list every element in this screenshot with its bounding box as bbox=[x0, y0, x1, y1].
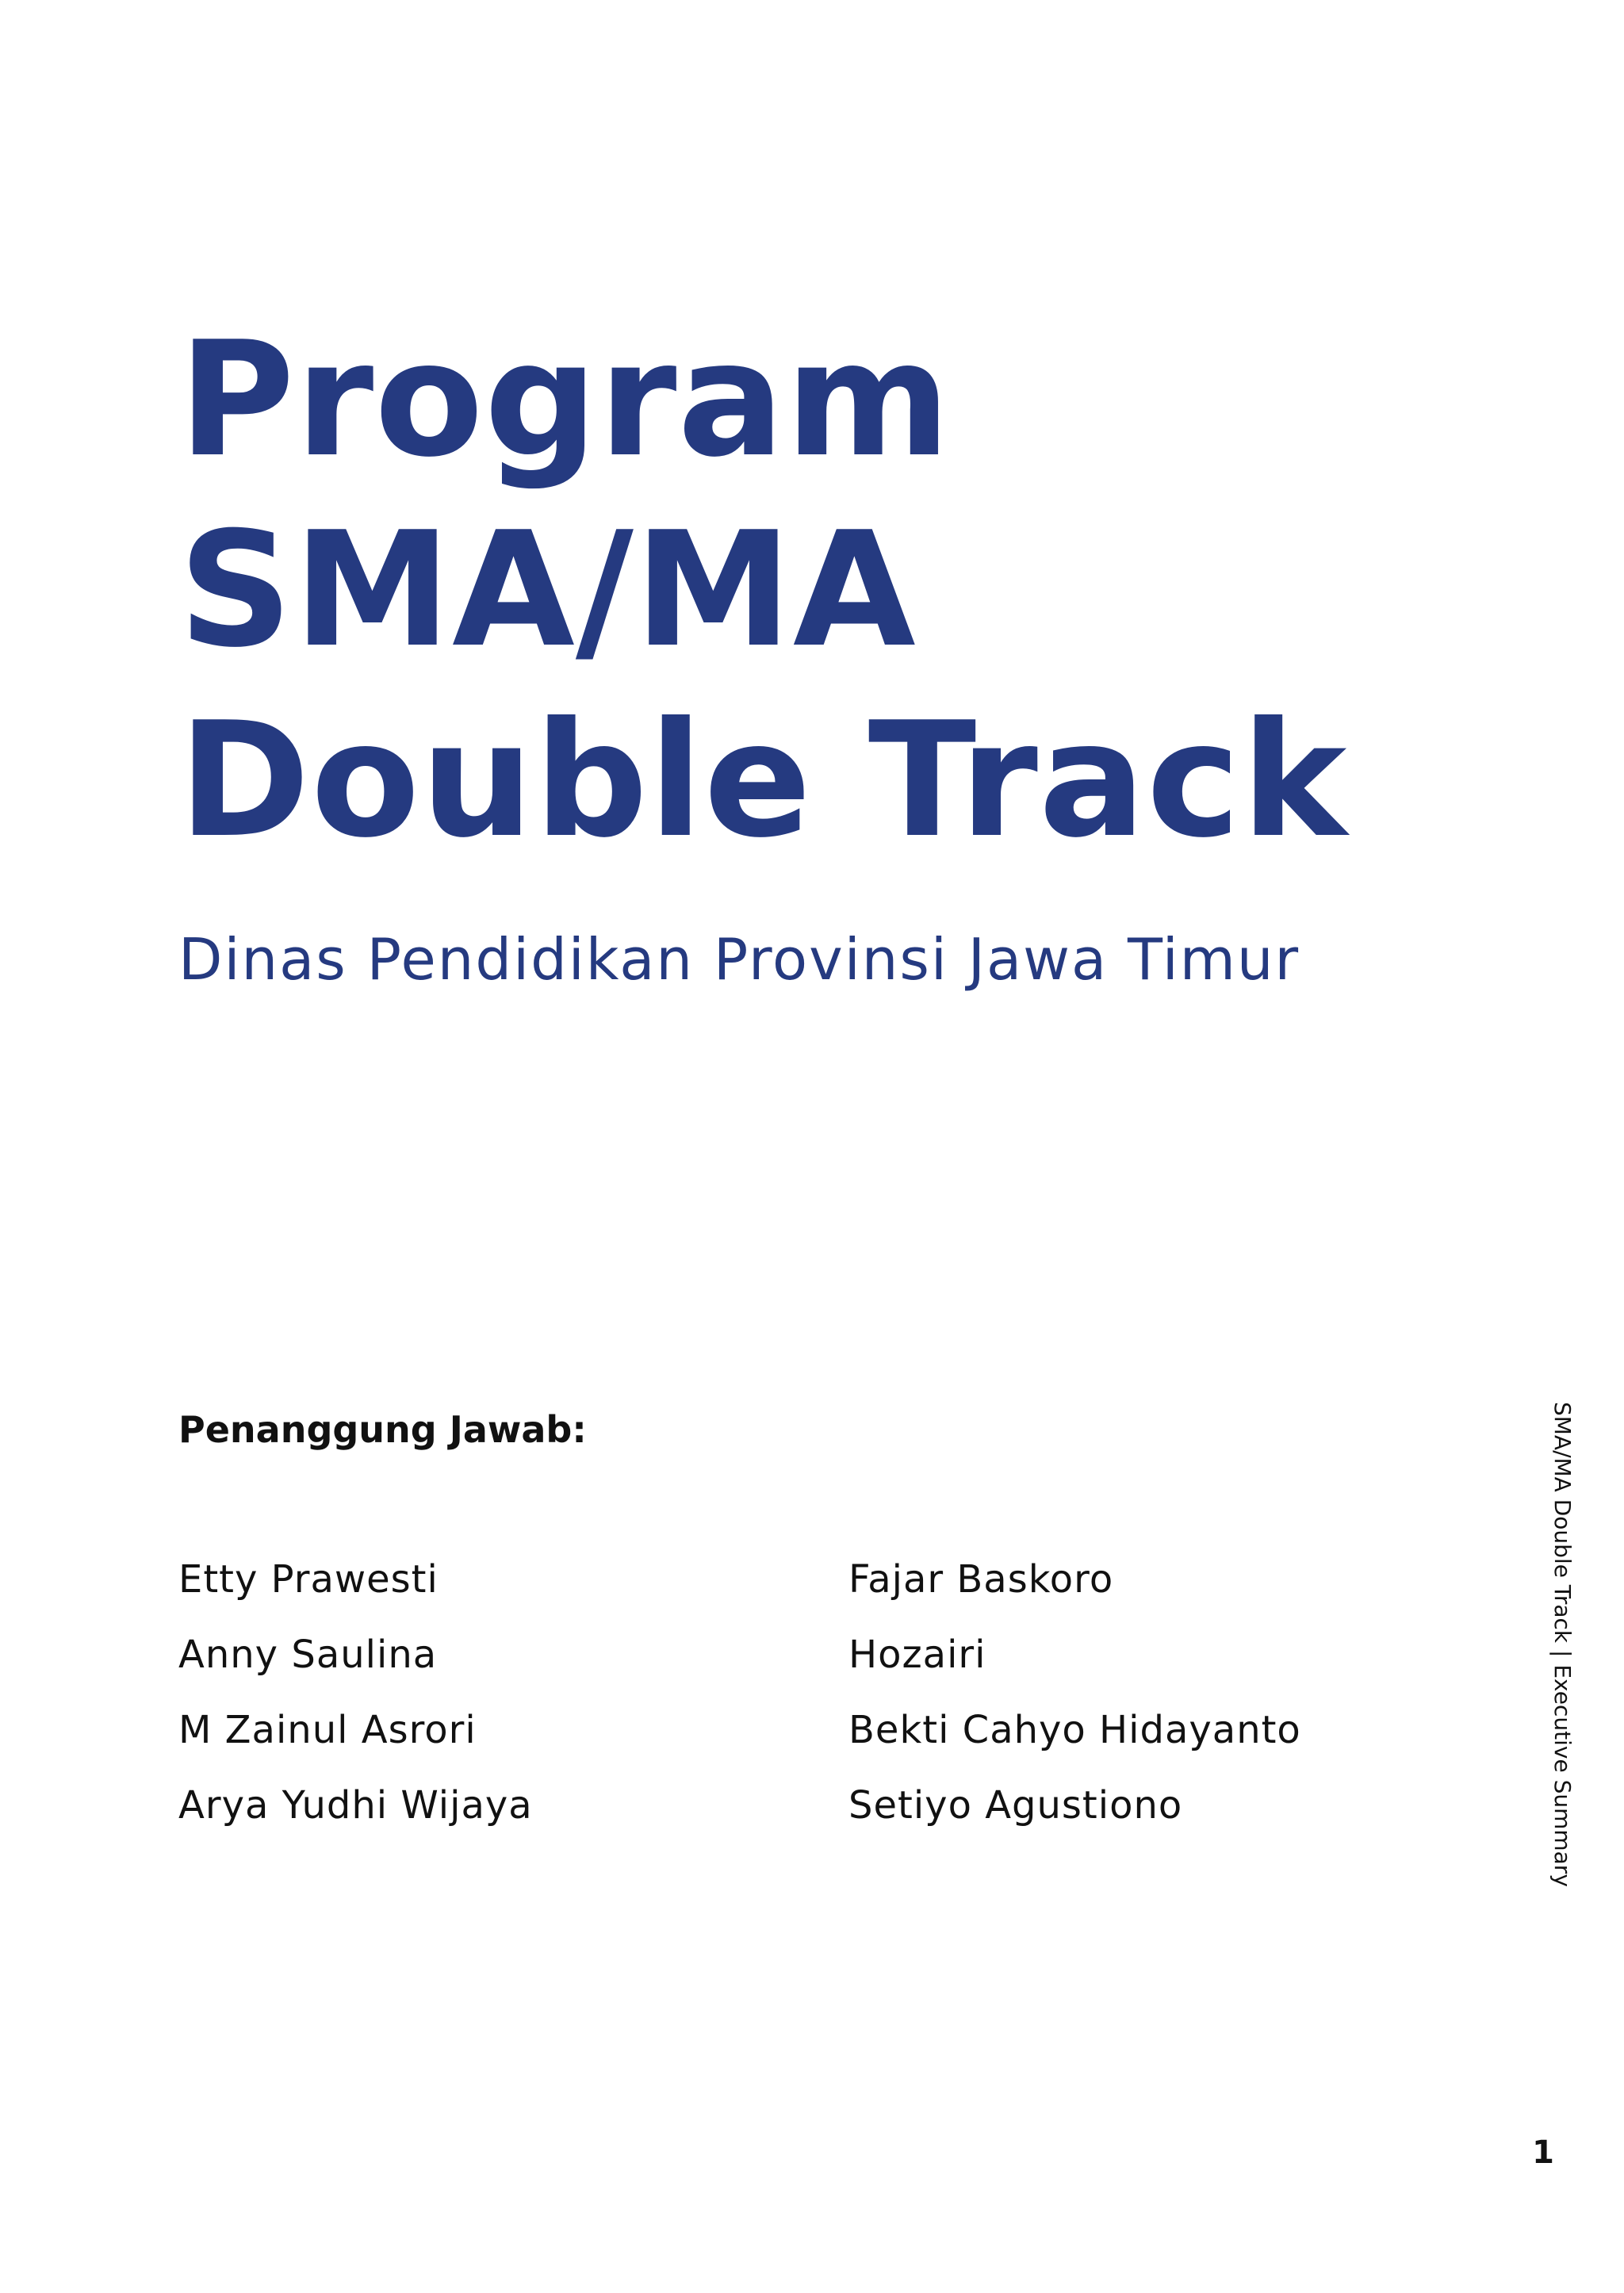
name-item: Hozairi bbox=[848, 1633, 986, 1677]
names-list-right bbox=[848, 1542, 1301, 1843]
page-number: 1 bbox=[1532, 2134, 1554, 2171]
name-item: Fajar Baskoro bbox=[848, 1557, 1114, 1602]
title-line-3: Double Track bbox=[178, 688, 1348, 873]
names-list-left bbox=[178, 1542, 533, 1843]
responsible-heading: Penanggung Jawab: bbox=[178, 1408, 587, 1451]
name-item: M Zainul Asrori bbox=[178, 1708, 477, 1752]
name-item: Setiyo Agustiono bbox=[848, 1783, 1183, 1828]
name-item: Bekti Cahyo Hidayanto bbox=[848, 1708, 1301, 1752]
document-subtitle: Dinas Pendidikan Provinsi Jawa Timur bbox=[178, 926, 1300, 993]
name-item: Anny Saulina bbox=[178, 1633, 438, 1677]
document-title bbox=[178, 305, 1368, 876]
name-item: Arya Yudhi Wijaya bbox=[178, 1783, 533, 1828]
running-header: SMA/MA Double Track | Executive Summary bbox=[1549, 1402, 1576, 1887]
title-line-1: Program bbox=[178, 308, 952, 492]
name-item: Etty Prawesti bbox=[178, 1557, 439, 1602]
title-line-2: SMA/MA bbox=[178, 498, 917, 683]
